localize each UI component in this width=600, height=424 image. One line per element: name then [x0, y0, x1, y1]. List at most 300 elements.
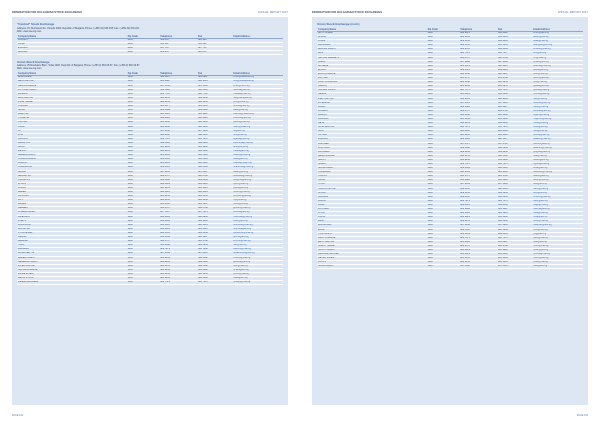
email-address: prime@mail.bg [232, 272, 283, 276]
email-address: lotos@mail.bg [532, 261, 583, 265]
company-name: BOBOVDOL [17, 223, 127, 227]
zip-code: 4002 [127, 50, 160, 54]
fax: 981 6263 [497, 158, 532, 162]
company-name: ORION FINANCE [17, 84, 127, 88]
telephone: 985 9494 [459, 134, 497, 138]
email-address: paladin@mail.bg [532, 138, 583, 142]
telephone: 987 5544 [159, 84, 197, 88]
zip-code: 1000 [127, 207, 160, 211]
zip-code: 1000 [427, 134, 460, 138]
email-address: osogovo@abv.bg [232, 178, 283, 182]
fax: 985 8283 [497, 93, 532, 97]
company-name: BRIZ [317, 52, 427, 56]
zip-code: 1000 [127, 219, 160, 223]
telephone: 980 1122 [159, 80, 197, 84]
fax: 988 9192 [197, 256, 232, 260]
telephone: 988 0707 [159, 174, 197, 178]
telephone: 986 3300 [159, 88, 197, 92]
table-row [17, 281, 283, 285]
company-name: LYULIN [17, 182, 127, 186]
telephone: 983 1919 [459, 248, 497, 252]
fax: 989 4950 [497, 150, 532, 154]
fax: 981 0987 [197, 76, 232, 80]
fax: 980 4456 [197, 100, 232, 104]
fax: 988 2627 [497, 105, 532, 109]
column-header: Telephone [459, 28, 497, 32]
zip-code: 1000 [427, 154, 460, 158]
zip-code: 1000 [427, 265, 460, 269]
zip-code: 1000 [427, 183, 460, 187]
company-name: VEGA [317, 203, 427, 207]
email-address: solid@abv.bg [532, 265, 583, 269]
fax: 984 7172 [497, 89, 532, 93]
zip-code: 4000 [127, 46, 160, 50]
email-address: partner@abv.bg [532, 142, 583, 146]
telephone: 989 5252 [459, 191, 497, 195]
zip-code: 1000 [127, 231, 160, 235]
email-address: delta@abv.bg [232, 276, 283, 280]
telephone: 989 6464 [459, 232, 497, 236]
telephone: 989 9090 [159, 219, 197, 223]
zip-code: 1000 [127, 125, 160, 129]
zip-code: 1000 [127, 182, 160, 186]
telephone: 987 9898 [459, 60, 497, 64]
fax: 981 5960 [497, 117, 532, 121]
telephone: 980 4848 [459, 113, 497, 117]
company-name: STRUMA [17, 105, 127, 109]
telephone: 987 4242 [459, 224, 497, 228]
telephone: 983 0202 [159, 154, 197, 158]
company-name: ELANA [317, 68, 427, 72]
zip-code: 1000 [427, 72, 460, 76]
column-header: Telephone [159, 72, 197, 76]
fax: 982 5859 [497, 81, 532, 85]
telephone: 985 7676 [459, 52, 497, 56]
company-name: ALIANS [317, 36, 427, 40]
telephone: 982 3535 [159, 231, 197, 235]
company-name: KOVACHEVTSI [17, 252, 127, 256]
telephone: 623 815 [159, 50, 197, 54]
company-name: GENERAL INVEST [17, 260, 127, 264]
fax: 981 4748 [497, 77, 532, 81]
company-name: RADOMIR [17, 248, 127, 252]
telephone: 983 3434 [159, 195, 197, 199]
telephone: 985 0404 [159, 162, 197, 166]
email-address: cherna@abv.bg [232, 211, 283, 215]
telephone: 983 9696 [459, 208, 497, 212]
company-name: HEMUS [317, 93, 427, 97]
section-title: Union Stock Exchange [17, 59, 50, 64]
email-address: sakar@abv.bg [232, 170, 283, 174]
email-address: maritsa@maritsa.bg [232, 113, 283, 117]
email-address: yantra@mail.bg [232, 121, 283, 125]
telephone: 983 6969 [459, 85, 497, 89]
fax: 987 9899 [497, 60, 532, 64]
company-name: BALKAN INVEST [317, 48, 427, 52]
zip-code: 1000 [427, 216, 460, 220]
zip-code: 1000 [427, 32, 460, 36]
telephone: 983 1010 [159, 113, 197, 117]
email-address: zlatenlev@abv.bg [532, 224, 583, 228]
zip-code: 1000 [127, 76, 160, 80]
email-address: general@abv.bg [232, 260, 283, 264]
exchange-address: Web: www.cse-bg.com [17, 29, 42, 33]
telephone: 981 4242 [159, 268, 197, 272]
zip-code: 1000 [427, 171, 460, 175]
email-address: zora@mail.bg [532, 228, 583, 232]
telephone: 980 4455 [159, 100, 197, 104]
email-address: lisets@abv.bg [232, 219, 283, 223]
fax: 980 0910 [197, 182, 232, 186]
zip-code: 1000 [427, 130, 460, 134]
zip-code: 1000 [427, 113, 460, 117]
section-title: Union Stock Exchange (cont.) [317, 22, 360, 26]
telephone: 980 2121 [459, 32, 497, 36]
column-header: Fax [197, 35, 232, 39]
zip-code: 1000 [127, 236, 160, 240]
members-table [17, 35, 283, 55]
email-address: arda@arda.bg [232, 145, 283, 149]
company-name: VALOR [317, 199, 427, 203]
company-name: LISETS [17, 219, 127, 223]
email-address: belasitsa@mail.bg [232, 174, 283, 178]
company-name: CHERNA GORA [17, 211, 127, 215]
email-address: west@mail.bg [532, 236, 583, 240]
column-header: Email Address [232, 35, 283, 39]
zip-code: 1000 [427, 203, 460, 207]
header-publisher: FEDERATION FOR BULGARIAN STOCK EXCHANGES [12, 10, 83, 14]
zip-code: 1000 [427, 195, 460, 199]
company-name: BALKAN [17, 50, 127, 54]
fax: 984 1819 [497, 212, 532, 216]
zip-code: 1000 [127, 199, 160, 203]
company-name: BETA CAPITAL [17, 80, 127, 84]
company-name: UNIVERS [317, 195, 427, 199]
email-address: cm@mail.bg [532, 56, 583, 60]
email-address: savov@abv.bg [532, 158, 583, 162]
zip-code: 1000 [427, 64, 460, 68]
email-address: valor@abv.bg [532, 199, 583, 203]
fax: 627 710 [197, 46, 232, 50]
zip-code: 1000 [127, 150, 160, 154]
zip-code: 1000 [127, 215, 160, 219]
fax: 988 7712 [197, 92, 232, 96]
fax: 987 4243 [497, 224, 532, 228]
zip-code: 1000 [427, 105, 460, 109]
fax: 981 1213 [197, 186, 232, 190]
company-name: SOUTH INVEST [317, 248, 427, 252]
zip-code: 1000 [127, 276, 160, 280]
zip-code: 1000 [127, 252, 160, 256]
company-name: BELASITSA [17, 174, 127, 178]
telephone: 986 7979 [159, 248, 197, 252]
email-address: east@abv.bg [532, 240, 583, 244]
telephone: 981 8686 [459, 240, 497, 244]
email-address: iliev@mail.bg [532, 97, 583, 101]
column-header: Email Address [532, 28, 583, 32]
telephone: 982 7373 [459, 163, 497, 167]
telephone: 986 6767 [159, 207, 197, 211]
company-name: TITAN [317, 183, 427, 187]
email-address: radomir@mail.bg [232, 248, 283, 252]
email-address: omega@mail.bg [232, 281, 283, 285]
fax: 989 9091 [197, 219, 232, 223]
company-name: NOVA CAPITAL [317, 126, 427, 130]
telephone: 988 6060 [159, 133, 197, 137]
fax: 982 6162 [497, 122, 532, 126]
fax: 982 0102 [197, 150, 232, 154]
exchange-address: Address: 15, Bucharest Str., Plovdiv 4000, Republic of Bulgaria; Phone: (+359 32) 626 455; Fax: (+359 32) 633 221 [17, 26, 140, 30]
email-address: office@alfainvest.bg [232, 76, 283, 80]
email-address: milevska@mail.bg [232, 215, 283, 219]
fax: 984 9596 [497, 171, 532, 175]
telephone: 982 8585 [459, 203, 497, 207]
zip-code: 4000 [127, 42, 160, 46]
zip-code: 1000 [127, 162, 160, 166]
fax: 988 0708 [197, 174, 232, 178]
telephone: 986 4040 [159, 125, 197, 129]
zip-code: 1000 [427, 175, 460, 179]
fax: 982 5354 [197, 272, 232, 276]
header-report-title: ANNUAL REPORT 2007 [557, 10, 588, 14]
zip-code: 1000 [427, 89, 460, 93]
fax: 984 6566 [497, 48, 532, 52]
email-address: titan@abv.bg [532, 183, 583, 187]
telephone: 988 3838 [459, 146, 497, 150]
zip-code: 1000 [427, 146, 460, 150]
telephone: 986 1616 [459, 138, 497, 142]
fax: 982 8890 [197, 109, 232, 113]
fax: 983 7273 [497, 126, 532, 130]
company-name: OSOGOVO [17, 178, 127, 182]
fax: 984 2022 [497, 253, 532, 257]
email-address: platinum@mail.bg [532, 146, 583, 150]
company-name: PRIME INVEST [17, 272, 127, 276]
email-address: vista@mail.bg [532, 212, 583, 216]
fax: 983 6465 [197, 276, 232, 280]
fax: 986 9394 [497, 97, 532, 101]
zip-code: 1000 [427, 240, 460, 244]
fax: 631 422 [197, 42, 232, 46]
telephone: 627 710 [159, 46, 197, 50]
zip-code: 1000 [427, 253, 460, 257]
telephone: 982 8899 [159, 109, 197, 113]
fax: 986 4041 [197, 125, 232, 129]
fax: 987 0607 [197, 170, 232, 174]
zip-code: 1000 [427, 248, 460, 252]
column-header: Fax [497, 28, 532, 32]
email-address: sigma@mail.bg [532, 163, 583, 167]
zip-code: 1000 [427, 236, 460, 240]
fax: 984 2021 [197, 117, 232, 121]
zip-code: 1000 [427, 191, 460, 195]
zip-code: 1000 [127, 178, 160, 182]
content-panel [312, 17, 588, 405]
column-header: Company Name [17, 72, 127, 76]
zip-code: 1000 [427, 97, 460, 101]
zip-code: 1000 [127, 109, 160, 113]
telephone: 987 3939 [459, 183, 497, 187]
email-address: office@orion.bg [232, 84, 283, 88]
company-name: LOM [17, 133, 127, 137]
telephone: 987 5050 [159, 129, 197, 133]
zip-code: 1000 [427, 220, 460, 224]
zip-code: 1000 [427, 36, 460, 40]
fax: 985 7677 [497, 52, 532, 56]
zip-code: 1000 [427, 93, 460, 97]
fax: 984 0304 [197, 158, 232, 162]
zip-code: 1000 [127, 113, 160, 117]
page-header [312, 9, 588, 15]
company-name: ZENIT [317, 220, 427, 224]
telephone: 988 2626 [459, 105, 497, 109]
company-name: SOLID INVEST [317, 265, 427, 269]
fax: 983 8485 [497, 167, 532, 171]
zip-code: 1000 [127, 100, 160, 104]
telephone: 986 3131 [459, 220, 497, 224]
fax: 986 0506 [197, 166, 232, 170]
company-name: OPTIMA [317, 134, 427, 138]
fax: 625 226 [197, 38, 232, 42]
company-name: VITOSHA INVEST [17, 88, 127, 92]
fax: 982 7374 [497, 163, 532, 167]
telephone: 987 7878 [159, 211, 197, 215]
email-address: elana@abv.bg [532, 68, 583, 72]
fax: 986 7980 [197, 248, 232, 252]
email-address: binvest@mail.bg [532, 48, 583, 52]
fax: 987 7879 [197, 211, 232, 215]
company-name: NORTH TRADE [317, 244, 427, 248]
telephone: 980 1313 [159, 223, 197, 227]
zip-code: 1000 [427, 85, 460, 89]
email-address: metro@abv.bg [532, 257, 583, 261]
email-address: osam@osam.bg [232, 125, 283, 129]
telephone: 986 0505 [159, 166, 197, 170]
company-name: DELTA STOCK [17, 276, 127, 280]
telephone: 988 7711 [159, 92, 197, 96]
fax: 984 5758 [197, 240, 232, 244]
company-name: ZLATEN LEV [317, 224, 427, 228]
zip-code: 4003 [127, 38, 160, 42]
fax: 981 7475 [497, 199, 532, 203]
fax: 987 5545 [197, 84, 232, 88]
email-address: mesta@abv.bg [232, 150, 283, 154]
telephone: 980 7575 [459, 236, 497, 240]
email-address: info@betacapital.bg [232, 80, 283, 84]
fax: 985 1718 [497, 175, 532, 179]
company-name: MILEVSKA [17, 215, 127, 219]
email-address: trans@mail.bg [532, 187, 583, 191]
telephone: 986 8787 [459, 56, 497, 60]
zip-code: 1000 [427, 44, 460, 48]
company-name: KYUSTENDIL [17, 231, 127, 235]
zip-code: 1000 [127, 281, 160, 285]
email-address: dupnitsa@abv.bg [232, 227, 283, 231]
email-address: vitosha@abv.bg [232, 88, 283, 92]
email-address: interlink@abv.bg [532, 101, 583, 105]
email-address: rila@rilacapital.bg [232, 96, 283, 100]
company-name: MESTA [17, 150, 127, 154]
telephone: 984 6565 [459, 48, 497, 52]
email-address: zemen@mail.bg [232, 191, 283, 195]
fax: 980 2122 [497, 32, 532, 36]
company-name: OLIMP [17, 42, 127, 46]
email-address: factori@abv.bg [532, 77, 583, 81]
telephone: 984 1818 [459, 212, 497, 216]
zip-code: 1000 [427, 109, 460, 113]
telephone: 981 3232 [459, 36, 497, 40]
company-name: VOLTA [317, 216, 427, 220]
telephone: 982 0101 [159, 150, 197, 154]
fax: 623 815 [197, 50, 232, 54]
telephone: 980 3131 [159, 264, 197, 268]
fax: 983 1920 [497, 248, 532, 252]
zip-code: 1000 [427, 117, 460, 121]
email-address: yug@abv.bg [532, 232, 583, 236]
zip-code: 1000 [127, 129, 160, 133]
company-name: PARTNER [317, 142, 427, 146]
company-name: SAVOV [317, 158, 427, 162]
fax: 985 2930 [497, 216, 532, 220]
telephone: 985 5656 [159, 203, 197, 207]
email-address: atlas@mail.bg [532, 40, 583, 44]
page-number: PAGE 162 [12, 414, 24, 417]
fax: 983 0203 [197, 154, 232, 158]
company-name: YANTRA [17, 121, 127, 125]
email-address: euro@mail.bg [532, 72, 583, 76]
fax: 985 9495 [497, 134, 532, 138]
telephone: 986 2828 [459, 179, 497, 183]
fax: 985 5657 [197, 203, 232, 207]
zip-code: 1000 [127, 227, 160, 231]
email-address: global@mail.bg [532, 89, 583, 93]
zip-code: 1000 [127, 195, 160, 199]
fax: 981 9091 [197, 145, 232, 149]
company-name: ALFA INVEST [17, 76, 127, 80]
email-address: office@aktiv.bg [532, 32, 583, 36]
zip-code: 1000 [127, 244, 160, 248]
email-address: breznik@mail.bg [232, 240, 283, 244]
fax: 986 6768 [197, 207, 232, 211]
telephone: 984 7171 [459, 89, 497, 93]
company-name: FACTORI [317, 77, 427, 81]
zip-code: 1000 [427, 228, 460, 232]
column-header: Zip Code [127, 35, 160, 39]
company-name: FIRST FINANCIAL [317, 81, 427, 85]
fax: 986 1617 [497, 138, 532, 142]
email-address: volta@abv.bg [532, 216, 583, 220]
exchange-address: Web: www.use-bg.com [17, 67, 42, 71]
fax: 980 6364 [497, 195, 532, 199]
company-name: STANDARD [317, 171, 427, 175]
telephone: 981 2424 [159, 227, 197, 231]
zip-code: 1000 [427, 122, 460, 126]
company-name: ZEMEN [17, 191, 127, 195]
zip-code: 1000 [127, 272, 160, 276]
fax: 986 3132 [497, 220, 532, 224]
zip-code: 1000 [427, 167, 460, 171]
fax: 980 3637 [497, 72, 532, 76]
fax: 987 2728 [497, 142, 532, 146]
company-name: OMEGA BROKERS [17, 281, 127, 285]
email-address: kyustendil@mail.bg [232, 231, 283, 235]
email-address: vega@mail.bg [532, 203, 583, 207]
company-name: KONYAVO [17, 195, 127, 199]
company-name: KAMCHIYA [17, 141, 127, 145]
page-header [12, 9, 288, 15]
company-name: VISTA [317, 212, 427, 216]
email-address: standard@mail.bg [532, 171, 583, 175]
